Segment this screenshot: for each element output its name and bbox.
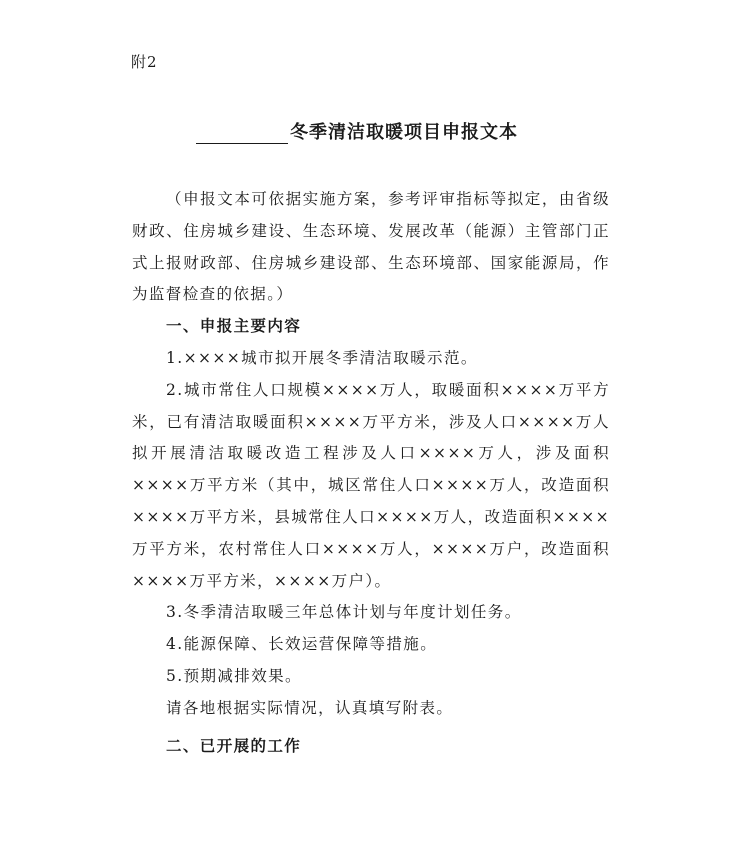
list-item: 5.预期减排效果。: [166, 666, 302, 685]
document-title: 冬季清洁取暖项目申报文本: [290, 122, 518, 143]
document-title-row: [196, 118, 518, 144]
list-item: 3.冬季清洁取暖三年总体计划与年度计划任务。: [166, 603, 522, 622]
list-item: 1.××××城市拟开展冬季清洁取暖示范。: [166, 348, 478, 367]
title-blank-line: [196, 123, 288, 144]
section-heading-1: 一、申报主要内容: [166, 317, 302, 336]
document-body: [132, 184, 610, 762]
closing-paragraph: 请各地根据实际情况，认真填写附表。: [166, 698, 454, 717]
section-heading-2: 二、已开展的工作: [166, 736, 302, 755]
list-item: 4.能源保障、长效运营保障等措施。: [166, 635, 438, 654]
list-item: 2.城市常住人口规模××××万人，取暖面积××××万平方米，已有清洁取暖面积××××万平方米，涉及人口××××万人拟开展清洁取暖改造工程涉及人口××××万人，涉及面积××××万平方米（其中，城区常住人口××××万人，改造面积××××万平方米，县城常住人口××××万人，改造面积××××万平方米，农村常住人口××××万人，××××万户，改造面积××××万平方米，××××万户）。: [132, 380, 610, 590]
note-paragraph: （申报文本可依据实施方案，参考评审指标等拟定，由省级财政、住房城乡建设、生态环境、发展改革（能源）主管部门正式上报财政部、住房城乡建设部、生态环境部、国家能源局，作为监督检查的依据。）: [132, 190, 610, 304]
attachment-label: 附2: [131, 53, 158, 71]
